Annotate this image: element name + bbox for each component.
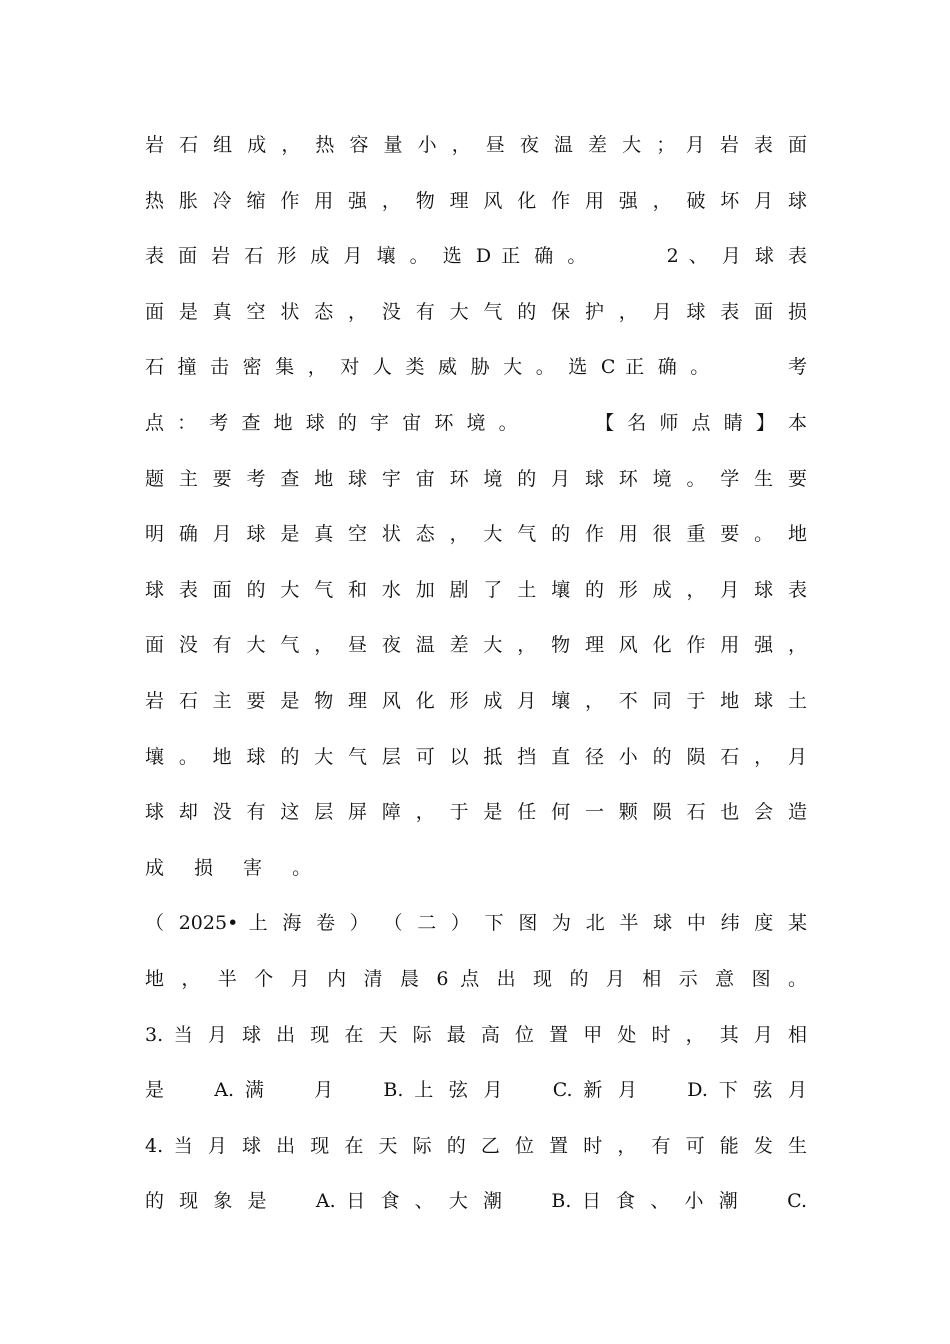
text-line: 成 损 害 。 — [145, 856, 324, 879]
text-line: 岩 石 组 成 ， 热 容 量 小 ， 昼 夜 温 差 大 ； 月 岩 表 面 — [145, 134, 807, 156]
text-line: 热 胀 冷 缩 作 用 强 ， 物 理 风 化 作 用 强 ， 破 坏 月 球 — [145, 189, 807, 212]
text-line: （ 2025• 上 海 卷 ） （ 二 ） 下 图 为 北 半 球 中 纬 度 某 — [145, 912, 807, 935]
text-line: 壤 。 地 球 的 大 气 层 可 以 抵 挡 直 径 小 的 陨 石 ， 月 — [145, 745, 807, 768]
text-line: 地 ， 半 个 月 内 清 晨 6 点 出 现 的 月 相 示 意 图 。 — [145, 967, 807, 990]
text-line: 石 撞 击 密 集 ， 对 人 类 威 胁 大 。 选 C 正 确 。 考 — [145, 356, 807, 379]
text-line: 题 主 要 考 查 地 球 宇 宙 环 境 的 月 球 环 境 。 学 生 要 — [145, 467, 807, 490]
document-page — [145, 118, 807, 1230]
text-line: 球 表 面 的 大 气 和 水 加 剧 了 土 壤 的 形 成 ， 月 球 表 — [145, 578, 807, 601]
text-line: 明 确 月 球 是 真 空 状 态 ， 大 气 的 作 用 很 重 要 。 地 — [145, 523, 807, 546]
text-line: 球 却 没 有 这 层 屏 障 ， 于 是 任 何 一 颗 陨 石 也 会 造 — [145, 801, 807, 824]
text-line: 面 是 真 空 状 态 ， 没 有 大 气 的 保 护 ， 月 球 表 面 损 — [145, 300, 807, 323]
text-line: 表 面 岩 石 形 成 月 壤 。 选 D 正 确 。 2 、 月 球 表 — [145, 245, 807, 268]
text-line: 是 A. 满 月 B. 上 弦 月 C. 新 月 D. 下 弦 月 — [145, 1079, 807, 1102]
text-line: 4. 当 月 球 出 现 在 天 际 的 乙 位 置 时 ， 有 可 能 发 生 — [145, 1134, 807, 1157]
text-line: 岩 石 主 要 是 物 理 风 化 形 成 月 壤 ， 不 同 于 地 球 土 — [145, 689, 807, 712]
text-line: 面 没 有 大 气 ， 昼 夜 温 差 大 ， 物 理 风 化 作 用 强 ， — [145, 634, 807, 657]
text-line: 的 现 象 是 A. 日 食 、 大 潮 B. 日 食 、 小 潮 C. — [145, 1190, 807, 1213]
text-line: 3. 当 月 球 出 现 在 天 际 最 高 位 置 甲 处 时 ， 其 月 相 — [145, 1023, 807, 1046]
text-line: 点 ： 考 查 地 球 的 宇 宙 环 境 。 【 名 师 点 睛 】 本 — [145, 411, 807, 434]
